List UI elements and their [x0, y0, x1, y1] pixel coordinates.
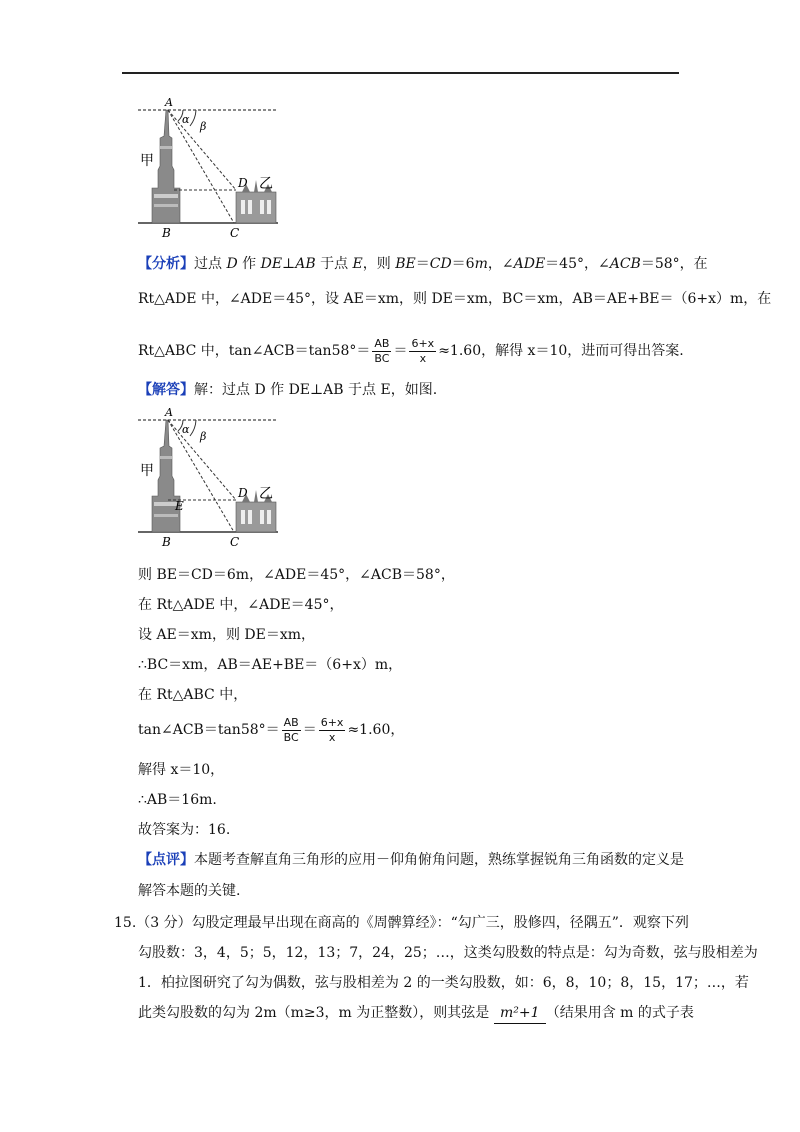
figure-2	[138, 404, 282, 550]
text: Rt△ABC 中，tan∠ACB＝tan58°＝	[138, 343, 371, 359]
fraction-ab-bc	[282, 716, 301, 745]
text: ＝	[302, 722, 317, 738]
fig2-label-B: B	[162, 535, 171, 549]
answer-step-8: ∴AB＝16m.	[138, 792, 217, 808]
text: ADE	[513, 256, 546, 272]
numerator: 6+x	[320, 715, 344, 729]
denominator: x	[328, 730, 336, 744]
q15-line-3: 1．柏拉图研究了勾为偶数，弦与股相差为 2 的一类勾股数，如：6，8，10；8，15，17；…，若	[138, 975, 749, 991]
comment-tag: 【点评】	[138, 852, 194, 868]
fig1-label-C: C	[230, 226, 240, 240]
fig2-label-yi: 乙	[259, 486, 273, 502]
text: ＝	[415, 256, 430, 272]
fig2-label-beta: β	[200, 430, 207, 443]
text: ，∠	[487, 256, 514, 272]
text: DE	[260, 256, 283, 272]
answer-tag: 【解答】	[138, 382, 194, 398]
fig2-label-C: C	[230, 535, 240, 549]
text: ＝6	[451, 256, 475, 272]
numerator: AB	[374, 336, 390, 350]
q15-line-2: 勾股数：3，4，5；5，12，13；7，24，25；…，这类勾股数的特点是：勾为奇数，弦与股相差为	[138, 945, 758, 961]
comment-line-2: 解答本题的关键.	[138, 883, 241, 899]
analysis-line-2: Rt△ADE 中，∠ADE＝45°，设 AE＝xm，则 DE＝xm，BC＝xm，AB＝AE+BE＝（6+x）m，在	[138, 291, 772, 307]
fig1-label-jia: 甲	[140, 153, 154, 169]
fig1-label-D: D	[238, 176, 248, 190]
fig1-label-yi: 乙	[259, 176, 273, 192]
text: （结果用含 m 的式子表	[545, 1005, 694, 1021]
text: E	[352, 256, 363, 272]
answer-step-9: 故答案为：16.	[138, 822, 231, 838]
fraction-6x-x	[409, 337, 436, 366]
text: BE	[395, 256, 416, 272]
denominator: x	[419, 351, 427, 365]
text: m	[474, 256, 488, 272]
fraction-ab-bc	[372, 337, 391, 366]
answer-step-1: 则 BE＝CD＝6m，∠ADE＝45°，∠ACB＝58°，	[138, 567, 455, 583]
text: 解：过点 D 作 DE⊥AB 于点 E，如图.	[194, 382, 438, 398]
header-rule	[122, 72, 679, 74]
fig2-label-D: D	[238, 486, 248, 500]
text: 于点	[315, 256, 353, 272]
comment-line-1	[138, 850, 684, 870]
q15-line-4	[138, 1003, 694, 1024]
text: ≈1.60，解得 x＝10，进而可得出答案.	[438, 343, 684, 359]
text: AB	[295, 256, 316, 272]
text: 本题考查解直角三角形的应用－仰角俯角问题，熟练掌握锐角三角函数的定义是	[194, 852, 684, 868]
text: CD	[429, 256, 452, 272]
text: 过点	[194, 256, 227, 272]
analysis-line-1	[138, 254, 708, 274]
fig1-label-B: B	[162, 226, 171, 240]
answer-line-intro	[138, 380, 437, 400]
text: ⊥	[282, 256, 296, 272]
answer-step-7: 解得 x＝10，	[138, 762, 225, 778]
fig2-label-alpha: α	[182, 423, 190, 436]
answer-step-2: 在 Rt△ADE 中，∠ADE＝45°，	[138, 597, 344, 613]
fig2-label-E: E	[175, 499, 184, 513]
numerator: 6+x	[411, 336, 435, 350]
text: ，则	[362, 256, 396, 272]
text: 此类勾股数的勾为 2m（m≥3，m 为正整数），则其弦是	[138, 1005, 494, 1021]
analysis-tag: 【分析】	[138, 256, 194, 272]
fig2-label-A: A	[165, 406, 173, 419]
fraction-6x-x	[319, 716, 346, 745]
fig1-label-alpha: α	[182, 113, 190, 126]
text: 作	[237, 256, 261, 272]
fig1-label-beta: β	[200, 120, 207, 133]
numerator: AB	[283, 715, 299, 729]
answer-step-6	[138, 714, 404, 746]
answer-step-4: ∴BC＝xm，AB＝AE+BE＝（6+x）m，	[138, 657, 403, 673]
denominator: BC	[374, 351, 390, 365]
answer-blank: m²+1	[494, 1003, 546, 1024]
figure-1	[138, 96, 282, 240]
text: ＝45°，∠	[545, 256, 610, 272]
q15-line-1: 15.（3 分）勾股定理最早出现在商高的《周髀算经》：“勾广三，股修四，径隅五”．观察下列	[114, 915, 689, 931]
text: ＝	[393, 343, 408, 359]
answer-step-3: 设 AE＝xm，则 DE＝xm，	[138, 627, 316, 643]
fig1-label-A: A	[165, 96, 173, 109]
text: tan∠ACB＝tan58°＝	[138, 722, 280, 738]
analysis-line-3	[138, 335, 684, 367]
denominator: BC	[283, 730, 299, 744]
fig2-label-jia: 甲	[140, 463, 154, 479]
text: ＝58°，在	[640, 256, 708, 272]
text: D	[226, 256, 238, 272]
text: ≈1.60，	[347, 722, 405, 738]
text: ACB	[609, 256, 641, 272]
answer-step-5: 在 Rt△ABC 中，	[138, 687, 248, 703]
